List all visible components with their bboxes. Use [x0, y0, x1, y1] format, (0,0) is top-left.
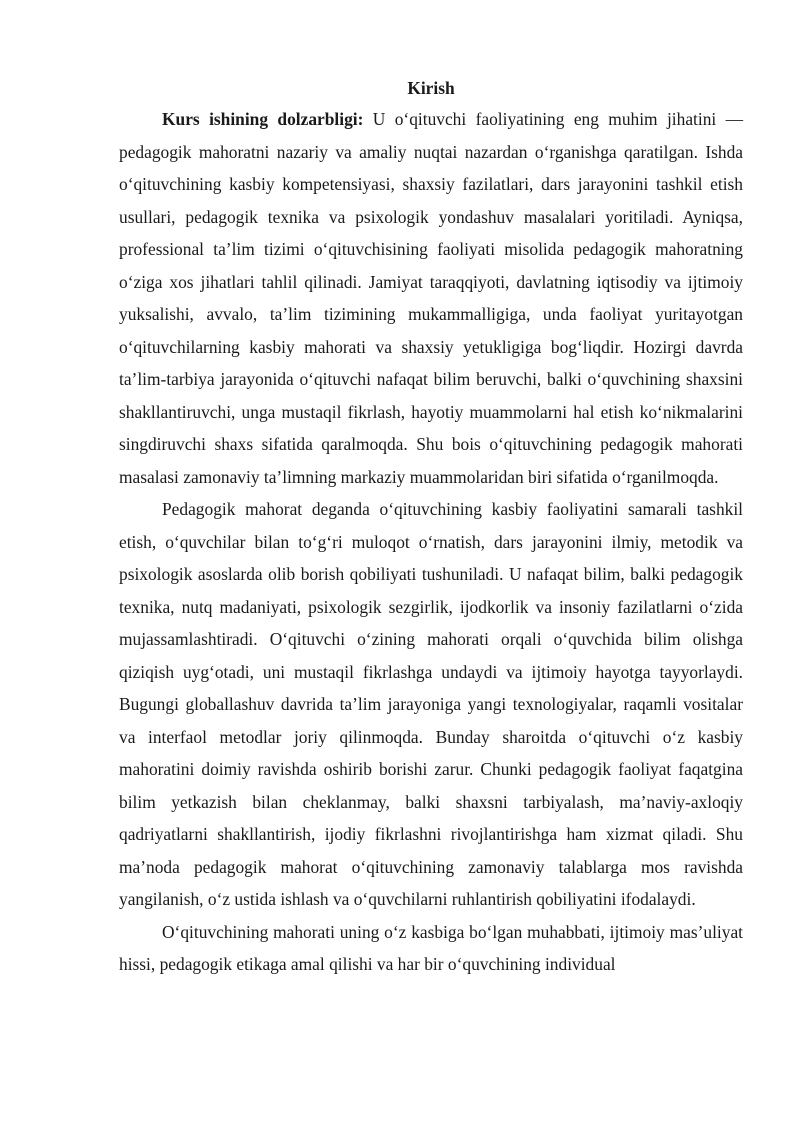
paragraph-lead: Kurs ishining dolzarbligi: — [162, 109, 364, 129]
section-title: Kirish — [407, 78, 455, 98]
paragraph-text: U o‘qituvchi faoliyatining eng muhim jihatini — pedagogik mahoratni nazariy va amaliy nuqtai nazardan o‘rganishga qaratilgan. Ishda o‘qituvchining kasbiy kompetensiyasi, shaxsiy fazilatlari, dars jarayonini tashkil etish usullari, pedagogik texnika va psixologik yondashuv masalalari yoritiladi. Ayniqsa, professional ta’lim tizimi o‘qituvchisining faoliyati misolida pedagogik mahoratning o‘ziga xos jihatlari tahlil qilinadi. Jamiyat taraqqiyoti, davlatning iqtisodiy va ijtimoiy yuksalishi, avvalo, ta’lim tizimining mukammalligiga, unda faoliyat yuritayotgan o‘qituvchilarning kasbiy mahorati va shaxsiy yetukligiga bog‘liqdir. Hozirgi davrda ta’lim-tarbiya jarayonida o‘qituvchi nafaqat bilim beruvchi, balki o‘quvchining shaxsini shakllantiruvchi, unga mustaqil fikrlash, hayotiy muammolarni hal etish ko‘nikmalarini singdiruvchi shaxs sifatida qaralmoqda. Shu bois o‘qituvchining pedagogik mahorati masalasi zamonaviy ta’limning markaziy muammolaridan biri sifatida o‘rganilmoqda. — [119, 109, 743, 487]
document-page — [119, 73, 743, 981]
paragraph-pedagogical-skill: Pedagogik mahorat deganda o‘qituvchining kasbiy faoliyatini samarali tashkil etish, o‘quvchilar bilan to‘g‘ri muloqot o‘rnatish, dars jarayonini ilmiy, metodik va psixologik asoslarda olib borish qobiliyati tushuniladi. U nafaqat bilim, balki pedagogik texnika, nutq madaniyati, psixologik sezgirlik, ijodkorlik va insoniy fazilatlarni o‘zida mujassamlashtiradi. O‘qituvchi o‘zining mahorati orqali o‘quvchida bilim olishga qiziqish uyg‘otadi, uni mustaqil fikrlashga undaydi va ijtimoiy hayotga tayyorlaydi. Bugungi globallashuv davrida ta’lim jarayoniga yangi texnologiyalar, raqamli vositalar va interfaol metodlar joriy qilinmoqda. Bunday sharoitda o‘qituvchi o‘z kasbiy mahoratini doimiy ravishda oshirib borishi zarur. Chunki pedagogik faoliyat faqatgina bilim yetkazish bilan cheklanmay, balki shaxsni tarbiyalash, ma’naviy-axloqiy qadriyatlarni shakllantirish, ijodiy fikrlashni rivojlantirishga ham xizmat qiladi. Shu ma’noda pedagogik mahorat o‘qituvchining zamonaviy talablarga mos ravishda yangilanish, o‘z ustida ishlash va o‘quvchilarni ruhlantirish qobiliyatini ifodalaydi. — [119, 499, 743, 909]
paragraph-teacher-mastery: O‘qituvchining mahorati uning o‘z kasbiga bo‘lgan muhabbati, ijtimoiy mas’uliyat hissi, pedagogik etikaga amal qilishi va har bir o‘quvchining individual — [119, 921, 743, 974]
paragraph-relevance — [119, 103, 743, 493]
